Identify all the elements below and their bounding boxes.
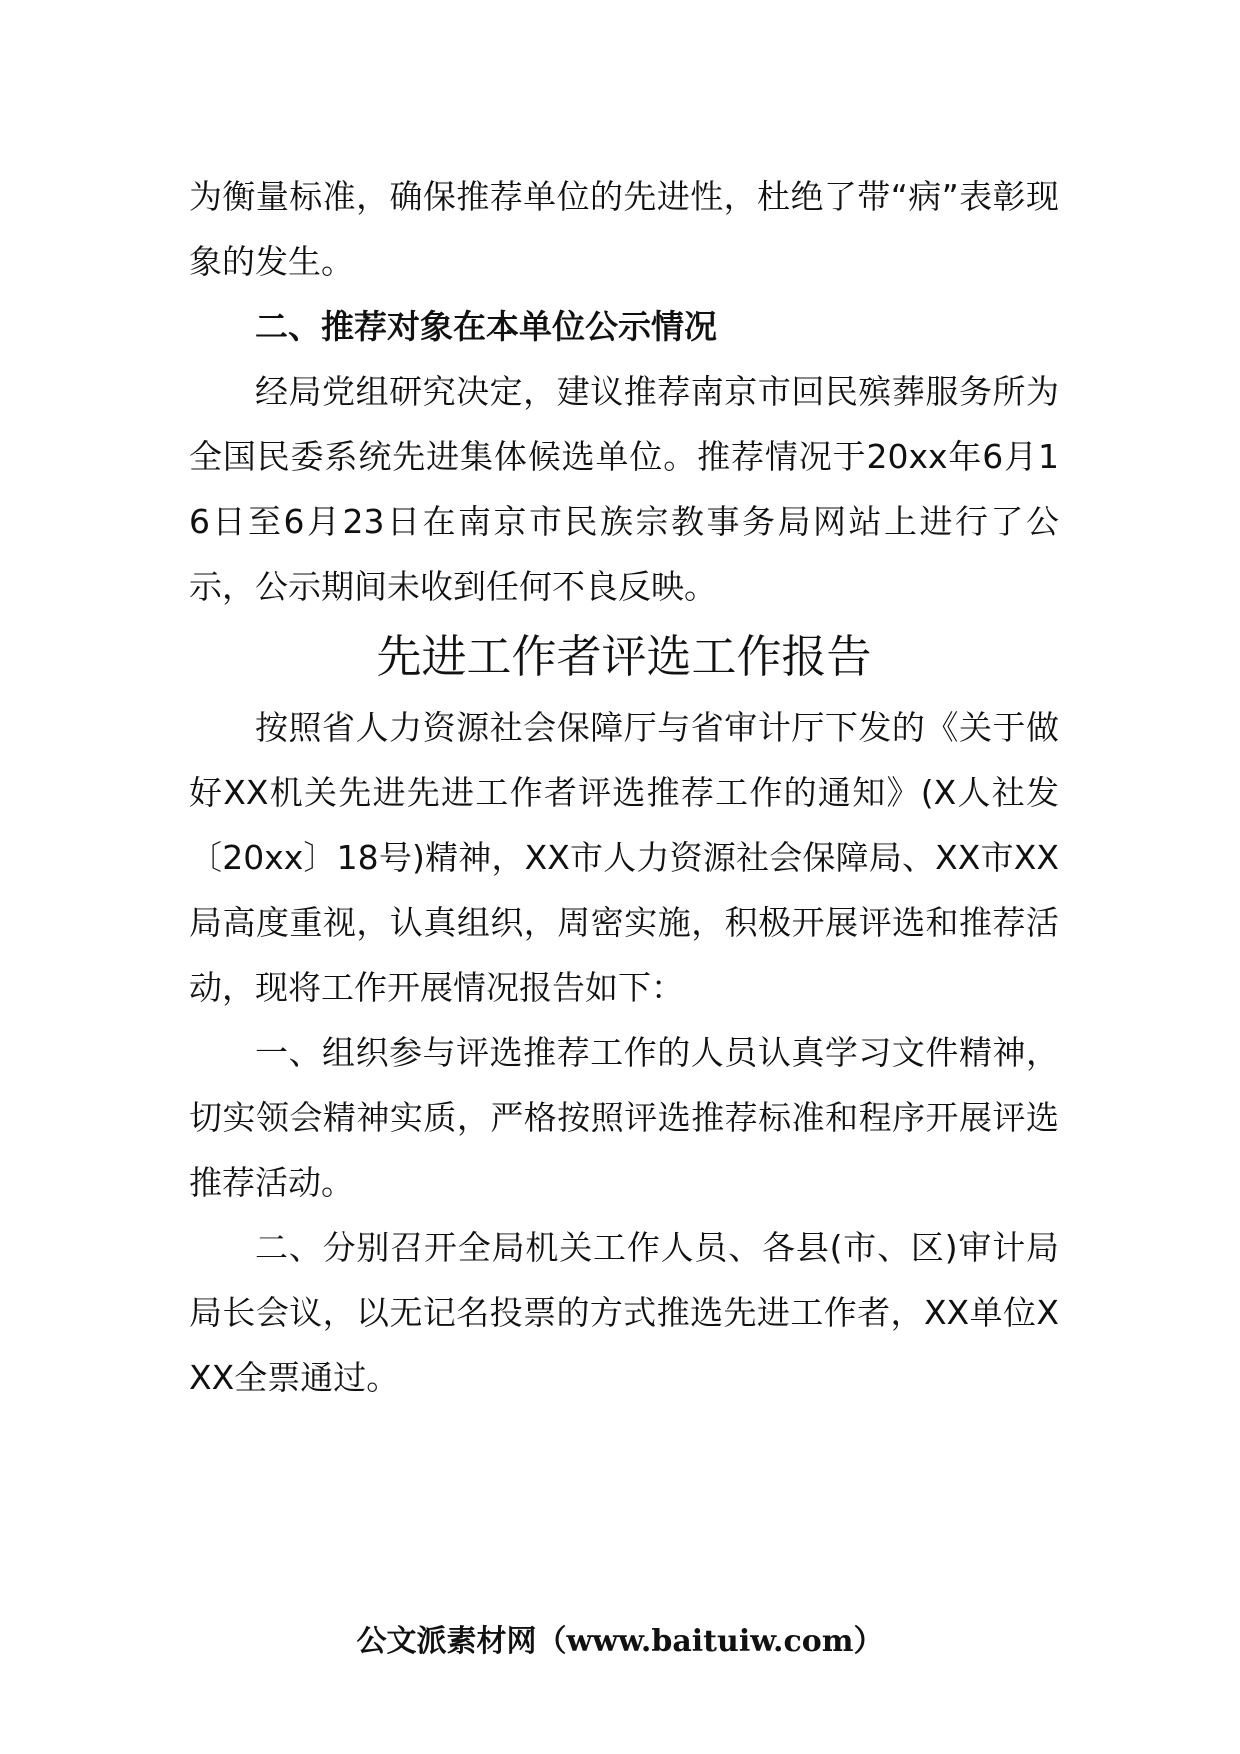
report-title: 先进工作者评选工作报告 bbox=[376, 630, 872, 683]
section-heading-publicity: 二、推荐对象在本单位公示情况 bbox=[255, 307, 717, 346]
paragraph-standard: 为衡量标准，确保推荐单位的先进性，杜绝了带“病”表彰现象的发生。 bbox=[189, 177, 1059, 281]
paragraph-recommendation: 经局党组研究决定，建议推荐南京市回民殡葬服务所为全国民委系统先进集体候选单位。推荐情况于20xx年6月16日至6月23日在南京市民族宗教事务局网站上进行了公示，公示期间未收到任何不良反映。 bbox=[189, 372, 1059, 606]
document-body bbox=[189, 164, 1059, 1410]
paragraph-item-two: 二、分别召开全局机关工作人员、各县(市、区)审计局局长会议，以无记名投票的方式推选先进工作者，XX单位XXX全票通过。 bbox=[189, 1228, 1059, 1397]
paragraph-introduction: 按照省人力资源社会保障厅与省审计厅下发的《关于做好XX机关先进先进工作者评选推荐工作的通知》(X人社发〔20xx〕18号)精神，XX市人力资源社会保障局、XX市XX局高度重视，认真组织，周密实施，积极开展评选和推荐活动，现将工作开展情况报告如下： bbox=[189, 708, 1059, 1007]
footer-source: 公文派素材网（www.baituiw.com） bbox=[356, 1624, 884, 1659]
paragraph-item-one: 一、组织参与评选推荐工作的人员认真学习文件精神，切实领会精神实质，严格按照评选推荐标准和程序开展评选推荐活动。 bbox=[189, 1033, 1059, 1202]
